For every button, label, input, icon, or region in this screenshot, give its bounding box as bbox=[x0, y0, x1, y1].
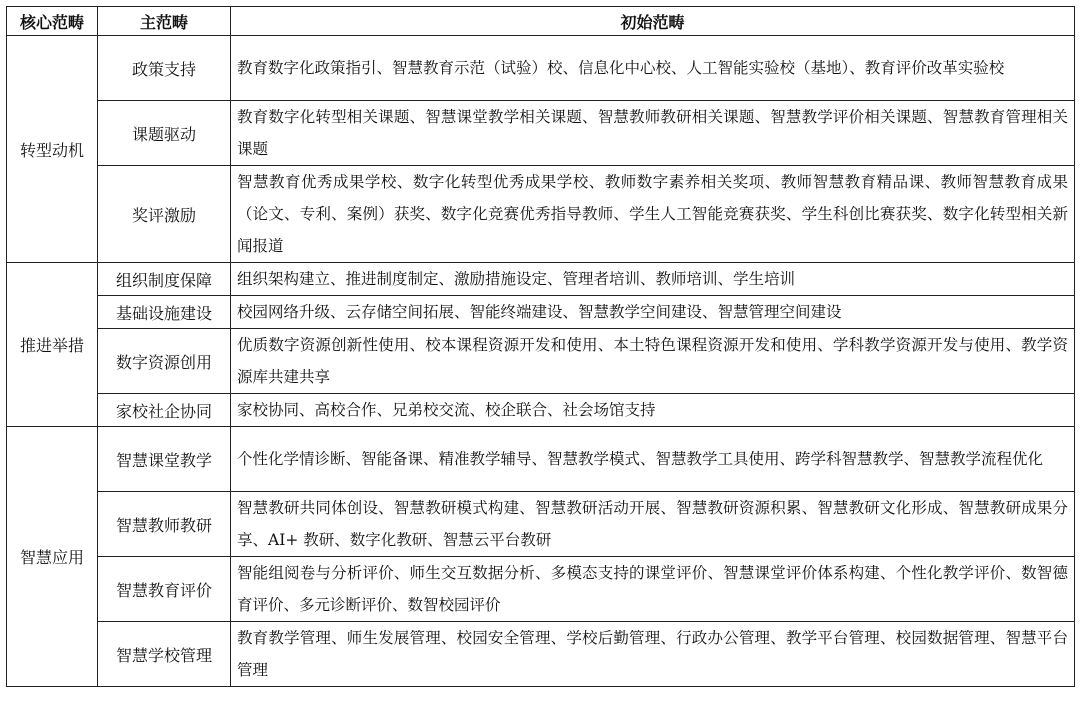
main-category-cell: 组织制度保障 bbox=[98, 263, 231, 296]
core-category-cell: 智慧应用 bbox=[7, 427, 98, 687]
table-row bbox=[7, 557, 1075, 622]
initial-category-cell: 智能组阅卷与分析评价、师生交互数据分析、多模态支持的课堂评价、智慧课堂评价体系构建、个性化教学评价、数智德育评价、多元诊断评价、数智校园评价 bbox=[231, 557, 1075, 622]
table-row bbox=[7, 36, 1075, 101]
table-row bbox=[7, 492, 1075, 557]
category-table-container bbox=[6, 6, 1074, 687]
initial-category-cell: 教育数字化转型相关课题、智慧课堂教学相关课题、智慧教师教研相关课题、智慧教学评价相关课题、智慧教育管理相关课题 bbox=[231, 101, 1075, 166]
header-main-category: 主范畴 bbox=[98, 7, 231, 36]
core-category-cell: 转型动机 bbox=[7, 36, 98, 263]
main-category-cell: 智慧教师教研 bbox=[98, 492, 231, 557]
initial-category-cell: 智慧教育优秀成果学校、数字化转型优秀成果学校、教师数字素养相关奖项、教师智慧教育精品课、教师智慧教育成果（论文、专利、案例）获奖、数字化竞赛优秀指导教师、学生人工智能竞赛获奖、学生科创比赛获奖、数字化转型相关新闻报道 bbox=[231, 166, 1075, 263]
main-category-cell: 智慧学校管理 bbox=[98, 622, 231, 687]
main-category-cell: 智慧教育评价 bbox=[98, 557, 231, 622]
core-category-cell: 推进举措 bbox=[7, 263, 98, 427]
initial-category-cell: 教育数字化政策指引、智慧教育示范（试验）校、信息化中心校、人工智能实验校（基地）、教育评价改革实验校 bbox=[231, 36, 1075, 101]
main-category-cell: 数字资源创用 bbox=[98, 329, 231, 394]
main-category-cell: 政策支持 bbox=[98, 36, 231, 101]
initial-category-cell: 校园网络升级、云存储空间拓展、智能终端建设、智慧教学空间建设、智慧管理空间建设 bbox=[231, 296, 1075, 329]
initial-category-cell: 智慧教研共同体创设、智慧教研模式构建、智慧教研活动开展、智慧教研资源积累、智慧教研文化形成、智慧教研成果分享、AI+ 教研、数字化教研、智慧云平台教研 bbox=[231, 492, 1075, 557]
initial-category-cell: 教育教学管理、师生发展管理、校园安全管理、学校后勤管理、行政办公管理、教学平台管理、校园数据管理、智慧平台管理 bbox=[231, 622, 1075, 687]
table-row bbox=[7, 296, 1075, 329]
table-row bbox=[7, 263, 1075, 296]
table-row bbox=[7, 101, 1075, 166]
initial-category-cell: 组织架构建立、推进制度制定、激励措施设定、管理者培训、教师培训、学生培训 bbox=[231, 263, 1075, 296]
header-initial-category: 初始范畴 bbox=[231, 7, 1075, 36]
initial-category-cell: 家校协同、高校合作、兄弟校交流、校企联合、社会场馆支持 bbox=[231, 394, 1075, 427]
table-row bbox=[7, 427, 1075, 492]
main-category-cell: 家校社企协同 bbox=[98, 394, 231, 427]
table-row bbox=[7, 622, 1075, 687]
main-category-cell: 基础设施建设 bbox=[98, 296, 231, 329]
table-row bbox=[7, 394, 1075, 427]
main-category-cell: 课题驱动 bbox=[98, 101, 231, 166]
initial-category-cell: 优质数字资源创新性使用、校本课程资源开发和使用、本土特色课程资源开发和使用、学科教学资源开发与使用、教学资源库共建共享 bbox=[231, 329, 1075, 394]
table-row bbox=[7, 166, 1075, 263]
category-table bbox=[6, 6, 1075, 687]
header-row bbox=[7, 7, 1075, 36]
initial-category-cell: 个性化学情诊断、智能备课、精准教学辅导、智慧教学模式、智慧教学工具使用、跨学科智慧教学、智慧教学流程优化 bbox=[231, 427, 1075, 492]
table-row bbox=[7, 329, 1075, 394]
main-category-cell: 智慧课堂教学 bbox=[98, 427, 231, 492]
header-core-category: 核心范畴 bbox=[7, 7, 98, 36]
main-category-cell: 奖评激励 bbox=[98, 166, 231, 263]
